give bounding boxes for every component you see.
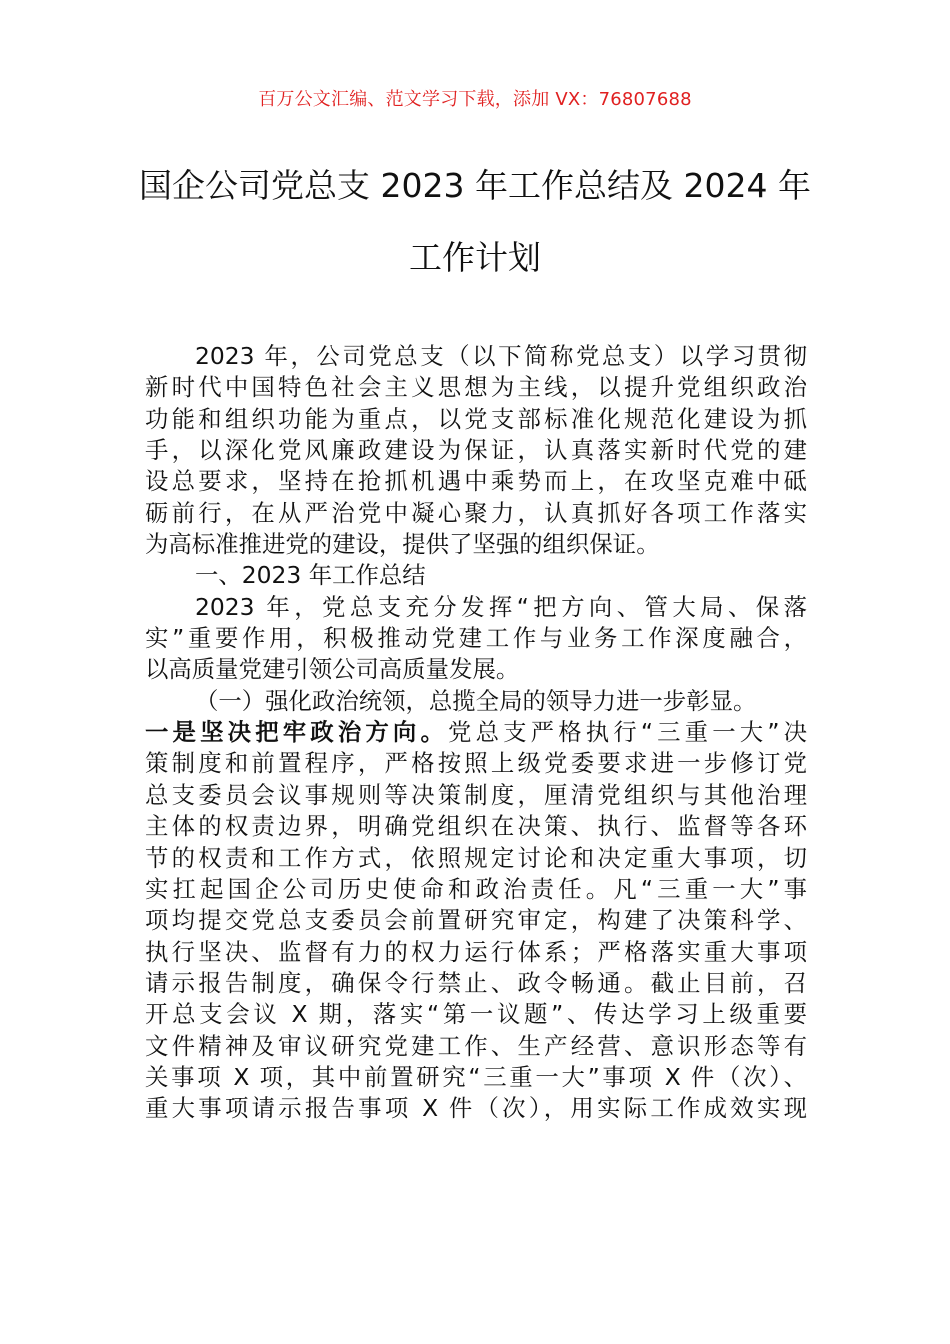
heading-line: （一）强化政治统领，总揽全局的领导力进一步彰显。 bbox=[195, 686, 757, 715]
document-title bbox=[120, 150, 830, 294]
paragraph-intro bbox=[145, 341, 807, 560]
text-line: 新时代中国特色社会主义思想为主线，以提升党组织政治 bbox=[145, 373, 807, 402]
text-line: 功能和组织功能为重点，以党支部标准化规范化建设为抓 bbox=[145, 404, 807, 433]
text-line: 节的权责和工作方式，依照规定讨论和决定重大事项，切 bbox=[145, 843, 807, 872]
text-line: 实”重要作用，积极推动党建工作与业务工作深度融合， bbox=[145, 624, 807, 653]
text-line: 开总支会议 X 期，落实“第一议题”、传达学习上级重要 bbox=[145, 1000, 807, 1029]
text-line: 2023 年，公司党总支（以下简称党总支）以学习贯彻 bbox=[195, 342, 807, 370]
heading-line: 一、2023 年工作总结 bbox=[195, 561, 426, 590]
text-line bbox=[145, 717, 807, 748]
text-line: 设总要求，坚持在抢抓机遇中乘势而上，在攻坚克难中砥 bbox=[145, 467, 807, 496]
text-line: 主体的权责边界，明确党组织在决策、执行、监督等各环 bbox=[145, 812, 807, 841]
text-line: 文件精神及审议研究党建工作、生产经营、意识形态等有 bbox=[145, 1031, 807, 1060]
text-line: 以高质量党建引领公司高质量发展。 bbox=[145, 655, 520, 684]
title-line-2: 工作计划 bbox=[409, 238, 541, 277]
text-line: 请示报告制度，确保令行禁止、政令畅通。截止目前，召 bbox=[145, 968, 807, 997]
text-line: 为高标准推进党的建设，提供了坚强的组织保证。 bbox=[145, 530, 660, 559]
bold-lead: 一是坚决把牢政治方向。 bbox=[145, 718, 449, 747]
text-line: 策制度和前置程序，严格按照上级党委要求进一步修订党 bbox=[145, 749, 807, 778]
text-line: 关事项 X 项，其中前置研究“三重一大”事项 X 件（次）、 bbox=[145, 1062, 807, 1091]
text-line: 项均提交党总支委员会前置研究审定，构建了决策科学、 bbox=[145, 906, 807, 935]
title-line-1: 国企公司党总支 2023 年工作总结及 2024 年 bbox=[139, 166, 811, 205]
text-line: 总支委员会议事规则等决策制度，厘清党组织与其他治理 bbox=[145, 780, 807, 809]
section-heading-1 bbox=[145, 560, 807, 591]
text-line: 实扛起国企公司历史使命和政治责任。凡“三重一大”事 bbox=[145, 874, 807, 903]
lead-rest: 党总支严格执行“三重一大”决 bbox=[448, 718, 807, 747]
document-body bbox=[145, 341, 807, 1125]
text-line: 执行坚决、监督有力的权力运行体系；严格落实重大事项 bbox=[145, 937, 807, 966]
text-line: 2023 年，党总支充分发挥“把方向、管大局、保落 bbox=[195, 592, 807, 621]
paragraph-summary bbox=[145, 592, 807, 686]
text-line: 手，以深化党风廉政建设为保证，认真落实新时代党的建 bbox=[145, 436, 807, 465]
paragraph-political-direction bbox=[145, 717, 807, 1124]
watermark-banner: 百万公文汇编、范文学习下载，添加 VX：76807688 bbox=[258, 89, 692, 110]
text-line: 重大事项请示报告事项 X 件（次），用实际工作成效实现 bbox=[145, 1094, 807, 1123]
subsection-heading-1 bbox=[145, 686, 807, 717]
text-line: 砺前行，在从严治党中凝心聚力，认真抓好各项工作落实 bbox=[145, 498, 807, 527]
